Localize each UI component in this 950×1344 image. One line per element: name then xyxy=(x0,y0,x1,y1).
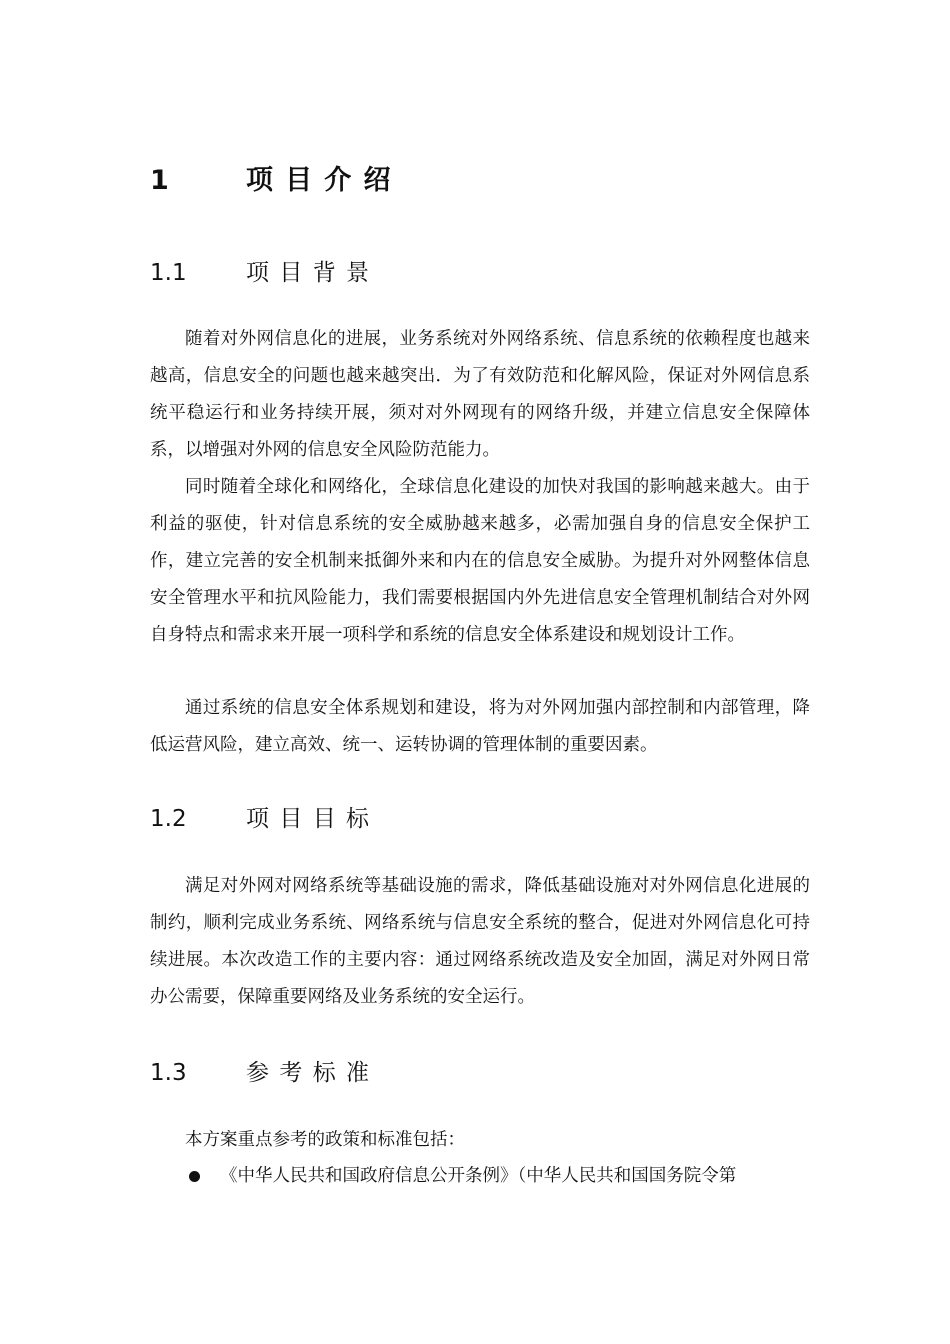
list-item-text: 《中华人民共和国政府信息公开条例》（中华人民共和国国务院令第 xyxy=(220,1166,737,1186)
section-number: 1 xyxy=(150,165,169,196)
section-title: 项目背景 xyxy=(246,260,380,286)
section-heading-1 xyxy=(150,158,403,197)
section-number: 1.2 xyxy=(150,806,187,832)
section-heading-1-3 xyxy=(150,1054,379,1087)
paragraph-background-2: 同时随着全球化和网络化，全球信息化建设的加快对我国的影响越来越大。由于利益的驱使，针对信息系统的安全威胁越来越多，必需加强自身的信息安全保护工作，建立完善的安全机制来抵御外来和内在的信息安全威胁。为提升对外网整体信息安全管理水平和抗风险能力，我们需要根据国内外先进信息安全管理机制结合对外网自身特点和需求来开展一项科学和系统的信息安全体系建设和规划设计工作。 xyxy=(150,477,810,645)
bullet-icon xyxy=(189,1171,200,1182)
section-number: 1.1 xyxy=(150,260,187,286)
section-title: 项目介绍 xyxy=(246,165,403,196)
paragraph-background-1: 随着对外网信息化的进展，业务系统对外网络系统、信息系统的依赖程度也越来越高，信息安全的问题也越来越突出．为了有效防范和化解风险，保证对外网信息系统平稳运行和业务持续开展，须对对外网现有的网络升级，并建立信息安全保障体系，以增强对外网的信息安全风险防范能力。 xyxy=(150,329,810,460)
section-title: 项目目标 xyxy=(246,806,380,832)
paragraph-standards-intro: 本方案重点参考的政策和标准包括： xyxy=(185,1130,465,1150)
section-heading-1-2 xyxy=(150,800,379,833)
paragraph-goal-1: 满足对外网对网络系统等基础设施的需求，降低基础设施对对外网信息化进展的制约，顺利完成业务系统、网络系统与信息安全系统的整合，促进对外网信息化可持续进展。本次改造工作的主要内容：通过网络系统改造及安全加固，满足对外网日常办公需要，保障重要网络及业务系统的安全运行。 xyxy=(150,876,810,1007)
section-heading-1-1 xyxy=(150,254,379,287)
section-number: 1.3 xyxy=(150,1060,187,1086)
section-title: 参考标准 xyxy=(246,1060,380,1086)
paragraph-background-3: 通过系统的信息安全体系规划和建设，将为对外网加强内部控制和内部管理，降低运营风险，建立高效、统一、运转协调的管理体制的重要因素。 xyxy=(150,698,810,755)
